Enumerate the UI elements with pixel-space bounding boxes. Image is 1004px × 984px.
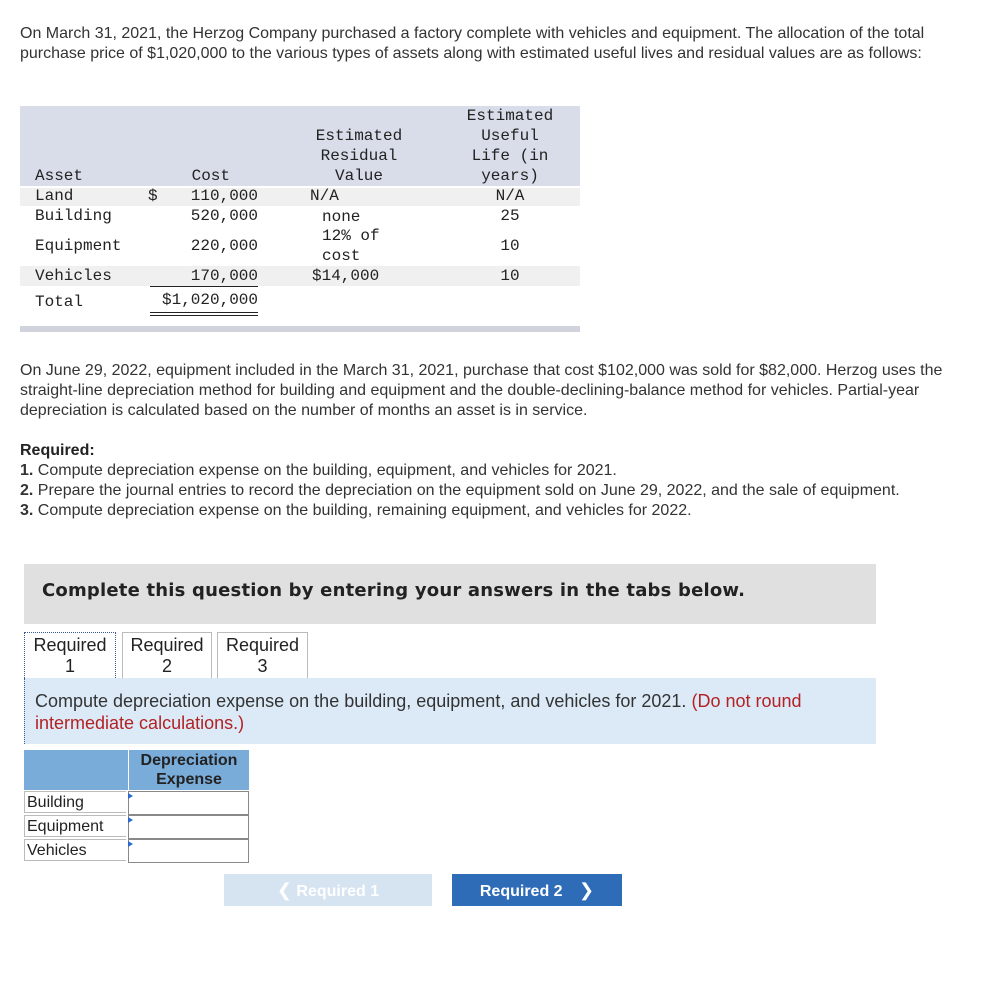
prev-button-label: Required 1	[296, 883, 380, 900]
tab-label: Required	[33, 635, 107, 655]
asset-residual: N/A	[310, 187, 339, 205]
chevron-left-icon: ❮	[276, 880, 292, 900]
banner-text: Complete this question by entering your answers in the tabs below.	[42, 580, 746, 601]
instruction-banner	[24, 564, 876, 624]
asset-life: 25	[500, 207, 520, 225]
chevron-right-icon: ❯	[579, 880, 595, 900]
asset-name: Vehicles	[35, 267, 112, 285]
row-label-vehicles: Vehicles	[24, 839, 126, 861]
intro-paragraph: On March 31, 2021, the Herzog Company purchased a factory complete with vehicles and equipment. The allocation of the total purchase price of $1,020,000 to the various types of assets along with estimated useful lives and residual values are as follows:	[20, 25, 925, 62]
tab-number: 3	[257, 656, 268, 676]
required-item	[20, 461, 970, 481]
depreciation-expense-header	[128, 750, 249, 790]
tab-required-1[interactable]	[24, 632, 116, 678]
asset-cost: 520,000	[190, 207, 258, 225]
equipment-depreciation-input[interactable]	[128, 815, 249, 839]
dollar-sign: $	[148, 187, 158, 205]
total-cost: $1,020,000	[161, 291, 258, 309]
header-life-4: years)	[481, 167, 539, 185]
asset-residual: none	[322, 208, 361, 226]
asset-residual-line-2: cost	[322, 247, 361, 265]
asset-name: Building	[35, 207, 112, 225]
input-marker-icon	[128, 841, 133, 847]
required-item-number: 1.	[20, 462, 34, 479]
tab-required-2[interactable]	[122, 632, 212, 678]
answer-table-header	[24, 750, 249, 790]
total-double-underline	[150, 315, 258, 316]
header-asset: Asset	[35, 167, 84, 185]
asset-life: N/A	[495, 187, 525, 205]
next-required-2-button[interactable]	[452, 874, 622, 906]
subtotal-underline	[150, 286, 258, 287]
asset-life: 10	[500, 237, 520, 255]
header-life-2: Useful	[481, 127, 539, 145]
tab-label: Required	[130, 635, 204, 655]
building-depreciation-input[interactable]	[128, 791, 249, 815]
required-item-text: Compute depreciation expense on the building, remaining equipment, and vehicles for 2022.	[37, 502, 692, 519]
asset-name: Equipment	[35, 237, 122, 255]
header-line-2: Expense	[156, 771, 222, 788]
required-item	[20, 501, 970, 521]
instruction-note: (Do not round intermediate calculations.)	[35, 691, 802, 733]
header-cost: Cost	[191, 167, 230, 185]
vehicles-depreciation-input[interactable]	[128, 839, 249, 863]
header-life-3: Life (in	[471, 147, 549, 165]
prev-required-1-button[interactable]	[224, 874, 432, 906]
sale-paragraph: On June 29, 2022, equipment included in the March 31, 2021, purchase that cost $102,000 was sold for $82,000. Herzog uses the straight-line depreciation method for building and equipment and the double-declining-balance method for vehicles. Partial-year depreciation is calculated based on the number of months an asset is in service.	[20, 362, 943, 419]
asset-life: 10	[500, 267, 520, 285]
total-double-underline	[150, 312, 258, 313]
tab-required-3[interactable]	[217, 632, 308, 678]
header-line-1: Depreciation	[140, 752, 238, 769]
required-item-text: Compute depreciation expense on the building, equipment, and vehicles for 2021.	[37, 462, 617, 479]
required-item-number: 3.	[20, 502, 34, 519]
required-item-text: Prepare the journal entries to record the depreciation on the equipment sold on June 29, 2022, and the sale of equipment.	[37, 482, 900, 499]
tab-number: 2	[161, 656, 172, 676]
instruction-text: Compute depreciation expense on the building, equipment, and vehicles for 2021.	[35, 691, 687, 711]
tab-label: Required	[225, 635, 300, 655]
next-button-label: Required 2	[479, 883, 563, 900]
required-item-number: 2.	[20, 482, 34, 499]
asset-name: Land	[35, 187, 74, 205]
tab-instruction	[35, 690, 865, 734]
asset-table	[20, 106, 580, 332]
asset-cost: 220,000	[190, 237, 258, 255]
input-marker-icon	[128, 817, 133, 823]
total-label: Total	[35, 293, 84, 311]
header-residual-2: Residual	[320, 147, 398, 165]
required-title: Required:	[20, 442, 95, 459]
row-label-equipment: Equipment	[24, 815, 126, 837]
row-label-building: Building	[24, 791, 126, 813]
tab-panel	[24, 678, 876, 744]
required-section	[20, 441, 970, 521]
header-residual-1: Estimated	[315, 127, 403, 145]
required-item	[20, 481, 970, 501]
asset-residual: $14,000	[312, 267, 380, 285]
asset-residual-line-1: 12% of	[322, 227, 380, 245]
header-residual-3: Value	[334, 167, 383, 185]
asset-cost: 110,000	[190, 187, 258, 205]
table-bottom-rule	[20, 326, 580, 332]
header-life-1: Estimated	[466, 107, 554, 125]
asset-cost: 170,000	[190, 267, 258, 285]
tab-number: 1	[64, 656, 75, 676]
input-marker-icon	[128, 793, 133, 799]
